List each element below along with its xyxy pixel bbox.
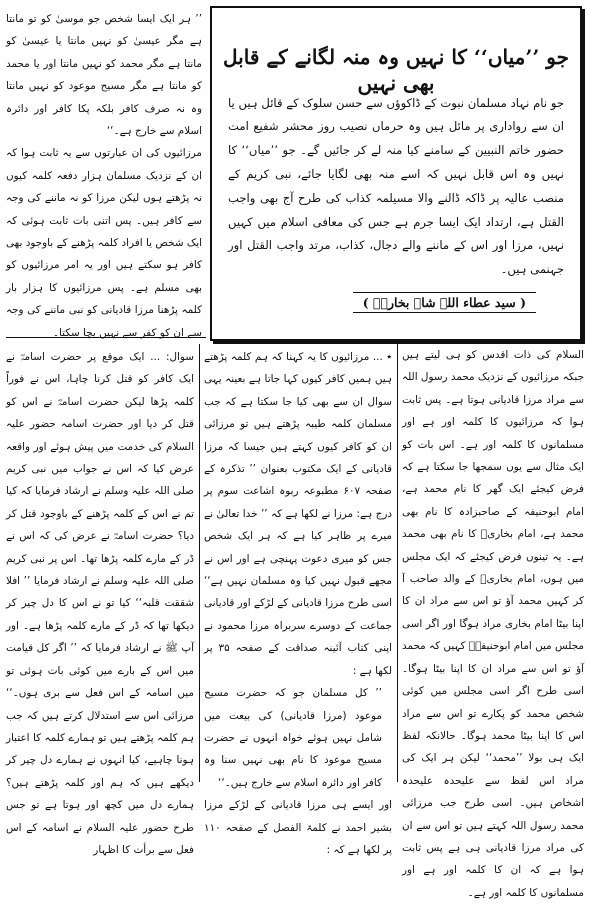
left-column-text: سوال: ... ایک موقع پر حضرت اسامہؓ نے ایک کافر کو قتل کرنا چاہا، اس نے فوراً کلمہ پڑھا لیکن حضرت اسامہؓ نے اس کو قتل کر دیا اور حضرت اسامہ حضور علیہ السلام کی خدمت میں پیش ہوئے اور واقعہ عرض کیا کہ اس نے جواب میں نبی کریم صلی اللہ علیہ وسلم نے ارشاد فرمایا کہ کیا تم نے اس کے کلمہ پڑھنے کے باوجود قتل کر دیا؟ حضرت اسامہؓ نے عرض کی کہ اس نے ڈر کے مارے کلمہ پڑھا تھا۔ اس پر نبی کریم صلی اللہ علیہ وسلم نے ارشاد فرمایا ’’ افلا شققت قلبہ‘‘ کیا تو نے اس کا دل چیر کر دیکھا تھا کہ ڈر کے مارے کلمہ پڑھا ہے۔ اور آپ ﷺ نے ارشاد فرمایا کہ ’’ اگر کل قیامت میں اس کے بارے میں کوئی بات ہوئی تو میں اسامہ کے اس فعل سے بری ہوں۔‘‘ مرزائی اس سے استدلال کرتے ہیں کہ جب ہم کلمہ پڑھتے ہیں تو ہمارے کلمہ کا اعتبار ہونا چاہیے، کیا انہوں نے ہمارے دل چیر کر دیکھے ہیں کہ ہم اور کلمہ پڑھتے ہیں؟ ہمارے دل میں کچھ اور ہوتا ہے تو جس طرح حضور علیہ السلام نے اسامہ کے اس فعل سے برأت کا اظہار [6, 351, 194, 856]
right-column [402, 344, 584, 899]
quote-box [210, 6, 582, 341]
column-divider-right [397, 344, 398, 782]
column-divider-left [199, 344, 200, 782]
middle-column-text-2: اور ایسے ہی مرزا قادیانی کے لڑکے مرزا بشیر احمد نے کلمۃ الفصل کے صفحہ ۱۱۰ پر لکھا ہے کہ : [204, 799, 392, 856]
middle-column-text: ٭ ... مرزائیوں کا یہ کہنا کہ ہم کلمہ پڑھتے ہیں ہمیں کافر کیوں کہا جاتا ہے بعینہ یہی سوال ان سے بھی کیا جا سکتا ہے کہ جب مسلمان کلمہ طیبہ پڑھتے ہیں تو مرزائی ان کو کافر کیوں کہتے ہیں جیسا کہ مرزا قادیانی کے ایک مکتوب بعنوان ’’ تذکرہ کے صفحہ ۶۰۷ مطبوعہ ربوہ اشاعت سوم پر درج ہے: مرزا نے لکھا ہے کہ ’’ خدا تعالیٰ نے میرے پر ظاہر کیا ہے کہ ہر ایک شخص جس کو میری دعوت پہنچی ہے اور اس نے مجھے قبول نہیں کیا وہ مسلمان نہیں ہے‘‘ اسی طرح مرزا قادیانی کے لڑکے اور قادیانی جماعت کے دوسرے سربراہ مرزا محمود نے اپنی کتاب آئینہ صداقت کے صفحہ ۳۵ پر لکھا ہے : [204, 351, 392, 677]
box-headline: جو ’’میاں‘‘ کا نہیں وہ منہ لگانے کے قابل بھی نہیں [223, 45, 569, 95]
right-column-text: السلام کی ذات اقدس کو ہی لیتے ہیں جبکہ مرزائیوں کے نزدیک محمد رسول اللہ سے مراد مرزا قادیانی ہوتا ہے۔ پس ثابت ہوا کہ مرزائیوں کا کلمہ اور ہے اور مسلمانوں کا کلمہ اور ہے۔ اس بات کو ایک مثال سے یوں سمجھا جا سکتا ہے کہ فرض کیجئے ایک گھر کا نام محمد ہے، امام ابوحنیفہ کے صاحبزادہ کا نام بھی محمد ہے، امام بخاریؒ کا نام بھی محمد ہے۔ یہ تینوں فرض کیجئے کہ ایک مجلس میں ہوں، امام بخاریؒ کے والد صاحب آ کر کہیں محمد آؤ تو اس سے مراد ان کا اپنا بیٹا امام بخاری مراد ہوگا اور اگر اسی مجلس میں امام ابوحنیفہؒ کہیں کہ محمد آؤ تو اس سے مراد ان کا اپنا بیٹا ہوگا۔ اسی طرح اگر اسی مجلس میں کوئی شخص محمد کو پکارے تو اس سے مراد اس کا اپنا بیٹا محمد ہوگا۔ حالانکہ لفظ ایک ہی بولا ’’محمد‘‘ لیکن ہر ایک کی مراد اس لفظ سے علیحدہ علیحدہ اشخاص ہیں۔ اسی طرح جب مرزائی محمد رسول اللہ کہتے ہیں تو اس سے ان کی مراد مرزا قادیانی ہی ہے پس ثابت ہوا ہے کہ ان کا کلمہ اور ہے اور مسلمانوں کا کلمہ اور ہے۔ [402, 349, 584, 899]
left-column [6, 346, 194, 856]
box-signature: ( سید عطاء اللہ شاہ بخاریؒ ) [353, 292, 536, 313]
middle-column-quote: ’’ کل مسلمان جو کہ حضرت مسیح موعود (مرزا قادیانی) کی بیعت میں شامل نہیں ہوئے خواہ انہوں نے حضرت مسیح موعود کا نام بھی نہیں سنا وہ کافر اور دائرہ اسلام سے خارج ہیں۔‘‘ [204, 687, 382, 789]
top-left-column [6, 8, 202, 339]
top-left-paragraph: مرزائیوں کی ان عبارتوں سے یہ ثابت ہوا کہ ان کے نزدیک مسلمان ہزار دفعہ کلمہ کیوں نہ پڑھتے ہوں لیکن مرزا کو نہ ماننے کی وجہ سے کافر ہیں۔ پس اتنی بات ثابت ہوئی کہ ایک شخص یا افراد کلمہ پڑھنے کے باوجود بھی کافر ہو سکتے ہیں اور یہ امر مرزائیوں کو بھی مسلم ہے۔ پس مرزائیوں کا ہزار بار کلمہ پڑھنا مرزا قادیانی کو نبی ماننے کی وجہ سے ان کو کفر سے نہیں بچا سکتا۔ [6, 147, 202, 339]
middle-column [204, 346, 392, 856]
box-body-text: جو نام نہاد مسلمان نبوت کے ڈاکوؤں سے حسن سلوک کے قائل ہیں یا ان سے رواداری پر مائل ہیں وہ حرماں نصیب روز محشر شفیع امت حضور خاتم النبیین کے سامنے کیا منہ لے کر جائیں گے۔ جو ’’میاں‘‘ کا نہیں وہ اس قابل نہیں کہ اسے منہ بھی لگایا جائے، نبی کریم کے منصب عالیہ پر ڈاکہ ڈالنے والا مسیلمہ کذاب کی طرح آج بھی واجب القتل ہے، ارتداد ایک ایسا جرم ہے جس کی معافی اسلام میں کہیں نہیں، مرزا اور اس کے ماننے والے دجال، کذاب، مرتد واجب القتل اور جہنمی ہیں۔ [228, 95, 564, 277]
horizontal-divider [6, 337, 206, 338]
top-left-quote: ’’ ہر ایک ایسا شخص جو موسیٰ کو تو مانتا ہے مگر عیسیٰ کو نہیں مانتا یا عیسیٰ کو مانتا ہے مگر محمد کو نہیں مانتا اور یا محمد کو مانتا ہے مگر مسیح موعود کو نہیں مانتا وہ نہ صرف کافر بلکہ پکا کافر اور دائرہ اسلام سے خارج ہے۔‘‘ [6, 13, 202, 138]
